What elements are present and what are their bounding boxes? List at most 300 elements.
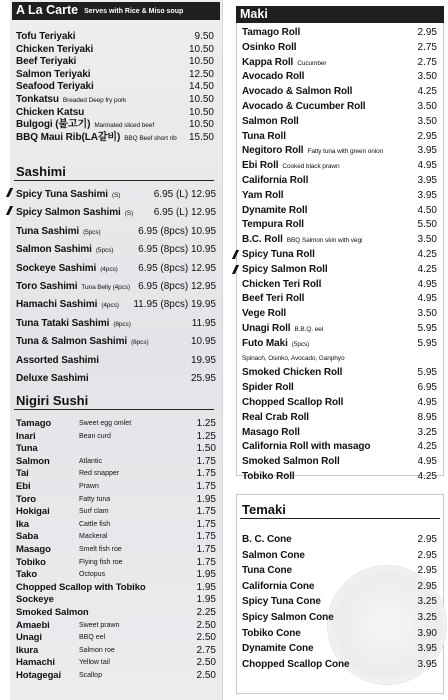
maki-row (238, 263, 443, 278)
sashimi-row (12, 278, 222, 296)
maki-row (238, 307, 443, 322)
maki-row (238, 26, 443, 41)
item-name-text: Dynamite Roll (242, 204, 308, 216)
item-name-text: Hamachi (16, 657, 55, 669)
maki-item-price: 3.50 (417, 308, 437, 320)
spicy-marker-icon (6, 188, 13, 197)
item-name-text: Beef Teri Roll (242, 293, 305, 305)
temaki-item-name (242, 563, 292, 579)
nigiri-item-price: 2.50 (196, 657, 216, 669)
item-name-text: BBQ Maui Rib(LA갈비) (16, 131, 121, 143)
maki-row (238, 411, 443, 426)
item-name-text: Assorted Sashimi (16, 354, 99, 366)
nigiri-row (12, 468, 222, 481)
maki-item-price: 3.95 (417, 145, 437, 157)
maki-item-name (242, 41, 296, 56)
nigiri-item-desc: Bean curd (79, 432, 111, 440)
nigiri-item-price: 1.75 (196, 455, 216, 467)
nigiri-item-desc: Fatty tuna (79, 495, 111, 503)
temaki-item-price: 3.95 (417, 658, 437, 670)
nigiri-item-price: 1.75 (196, 543, 216, 555)
maki-item-price: 2.95 (417, 130, 437, 142)
maki-item-price: 3.25 (417, 426, 437, 438)
sashimi-item-desc: (4pcs) (101, 302, 119, 310)
nigiri-row (12, 544, 222, 557)
temaki-item-price: 2.95 (417, 549, 437, 561)
maki-item-name (242, 470, 295, 485)
maki-item-name (242, 426, 300, 441)
maki-item-name (242, 144, 383, 160)
nigiri-row (12, 506, 222, 519)
sashimi-item-price: 6.95 (L) 12.95 (153, 189, 216, 200)
item-name-text: Avocado Roll (242, 71, 305, 83)
nigiri-list (12, 418, 222, 682)
nigiri-item-price: 1.75 (196, 531, 216, 543)
maki-row (238, 381, 443, 396)
nigiri-item-price: 1.75 (196, 556, 216, 568)
item-name-text: Amaebi (16, 619, 50, 631)
maki-item-name (242, 85, 352, 100)
item-name-text: Deluxe Sashimi (16, 372, 89, 384)
a_la_carte-item-name (16, 132, 177, 146)
temaki-item-price: 3.25 (417, 611, 437, 623)
maki-item-price: 5.95 (417, 337, 437, 349)
item-name-text: Chopped Scallop with Tobiko (16, 581, 146, 593)
sashimi-item-price: 10.95 (190, 336, 216, 348)
temaki-list (238, 532, 443, 672)
maki-item-name (242, 204, 307, 219)
a_la_carte-item-price: 10.50 (188, 93, 214, 105)
maki-item-desc: (5pcs) (291, 340, 310, 348)
maki-item-name (242, 189, 283, 204)
item-name-text: Tuna Roll (242, 130, 286, 142)
nigiri-item-name (16, 607, 89, 620)
item-name-text: Spinach, Osinko, Avocado, Ganphyo (242, 354, 345, 362)
maki-item-price: 3.50 (417, 71, 437, 83)
temaki-item-name (242, 594, 321, 610)
nigiri-item-desc: BBQ eel (79, 634, 106, 642)
sashimi-item-desc: (S) (111, 192, 121, 199)
maki-row (238, 159, 443, 174)
maki-item-name (242, 218, 304, 233)
item-name-text: Tobiko (16, 556, 46, 568)
nigiri-item-desc: Yellow tail (79, 659, 110, 667)
a_la_carte-row (12, 56, 220, 69)
maki-list (238, 26, 443, 485)
a_la_carte-row (12, 119, 220, 132)
sashimi-item-price: 25.95 (190, 372, 216, 384)
a_la_carte-item-name (16, 44, 93, 57)
sashimi-item-desc: (S) (124, 210, 134, 218)
item-name-text: Ebi Roll (242, 160, 279, 172)
sashimi-item-name (16, 333, 149, 352)
maki-item-name (242, 26, 300, 41)
maki-row (238, 204, 443, 219)
maki-row (238, 218, 443, 233)
nigiri-item-desc: Scallop (79, 671, 102, 679)
item-name-text: Spicy Salmon Sashimi (16, 207, 121, 219)
sashimi-item-name (16, 352, 99, 370)
maki-item-name (242, 352, 344, 367)
sashimi-item-name (16, 296, 119, 315)
maki-row (238, 174, 443, 189)
item-name-text: Tai (16, 468, 29, 480)
sashimi-header: Sashimi (14, 164, 214, 181)
nigiri-row (12, 431, 222, 444)
nigiri-item-name (16, 531, 38, 544)
sashimi-row (12, 370, 222, 388)
nigiri-item-name (16, 582, 146, 595)
sashimi-row (12, 223, 222, 241)
maki-item-name (242, 337, 309, 353)
nigiri-item-price: 1.75 (196, 506, 216, 518)
item-name-text: Avocado & Cucumber Roll (242, 100, 366, 112)
item-name-text: Chopped Scallop Roll (242, 396, 344, 408)
item-name-text: Kappa Roll (242, 56, 294, 68)
nigiri-row (12, 670, 222, 683)
temaki-item-price: 2.95 (417, 534, 437, 545)
maki-row (238, 189, 443, 204)
item-name-text: Sockeye Sashimi (16, 262, 97, 274)
maki-item-name (242, 396, 343, 411)
item-name-text: Tofu Teriyaki (16, 31, 76, 42)
nigiri-item-desc: Smelt fish roe (79, 545, 122, 553)
sashimi-item-desc: (8pcs) (131, 339, 149, 347)
item-name-text: Tuna Sashimi (16, 225, 80, 237)
maki-item-name (242, 322, 323, 338)
item-name-text: Tuna & Salmon Sashimi (16, 336, 128, 348)
sashimi-row (12, 241, 222, 259)
item-name-text: Hamachi Sashimi (16, 299, 98, 311)
nigiri-item-price: 1.95 (196, 569, 216, 581)
maki-item-price: 3.50 (417, 234, 437, 246)
maki-item-price: 4.95 (417, 278, 437, 290)
sashimi-item-name (16, 241, 113, 260)
maki-row (238, 278, 443, 293)
a_la_carte-item-price: 10.50 (188, 43, 214, 55)
item-name-text: B. C. Cone (242, 534, 292, 545)
maki-item-name (242, 56, 326, 72)
maki-row (238, 70, 443, 85)
sashimi-list (12, 186, 222, 388)
sashimi-row (12, 315, 222, 333)
sashimi-item-desc: (5pcs) (95, 247, 114, 255)
a_la_carte-item-name (16, 81, 94, 94)
maki-row (238, 426, 443, 441)
maki-header (236, 6, 444, 23)
a_la_carte-item-name (16, 31, 75, 44)
maki-item-price: 4.25 (417, 248, 437, 260)
a-la-carte-header (12, 2, 220, 20)
item-name-text: Chicken Teriyaki (16, 43, 94, 55)
nigiri-item-name (16, 456, 50, 469)
temaki-item-name (242, 641, 314, 657)
nigiri-row (12, 632, 222, 645)
item-name-text: Dynamite Cone (242, 643, 314, 655)
a_la_carte-item-desc: Breaded Deep fry pork (62, 96, 127, 104)
temaki-item-name (242, 610, 334, 626)
sashimi-row (12, 186, 222, 204)
item-name-text: Spicy Tuna Sashimi (16, 189, 108, 200)
item-name-text: Salmon Sashimi (16, 244, 92, 256)
sashimi-item-desc: (8pcs) (113, 320, 131, 328)
nigiri-item-name (16, 657, 55, 670)
nigiri-row (12, 443, 222, 456)
nigiri-item-desc: Sweet prawn (79, 621, 120, 629)
nigiri-item-name (16, 569, 37, 582)
sashimi-row (12, 296, 222, 314)
sashimi-row (12, 352, 222, 370)
item-name-text: Masago Roll (242, 426, 300, 438)
maki-row (238, 470, 443, 485)
nigiri-item-desc: Cattle fish (79, 520, 111, 528)
maki-row (238, 440, 443, 455)
item-name-text: Spicy Tuna Cone (242, 596, 321, 608)
a_la_carte-item-name (16, 107, 84, 120)
sashimi-item-name (16, 186, 120, 205)
maki-row (238, 130, 443, 145)
temaki-item-name (242, 532, 292, 548)
item-name-text: Hotagegai (16, 669, 62, 681)
maki-row (238, 292, 443, 307)
maki-item-price: 4.95 (417, 456, 437, 468)
maki-item-price: 4.95 (417, 160, 437, 172)
a_la_carte-item-price: 15.50 (188, 131, 214, 143)
nigiri-item-name (16, 418, 51, 431)
temaki-row (238, 563, 443, 579)
item-name-text: Smoked Salmon Roll (242, 456, 340, 468)
maki-item-price: 8.95 (417, 411, 437, 423)
item-name-text: Seafood Teriyaki (16, 81, 94, 93)
maki-item-desc: BBQ Salmon skin with vegi (286, 237, 363, 245)
a_la_carte-item-name (16, 56, 76, 69)
maki-item-name (242, 366, 342, 381)
maki-row (238, 56, 443, 71)
a_la_carte-item-price: 9.50 (194, 31, 214, 42)
sashimi-item-desc: Tuna Belly (4pcs) (81, 283, 131, 291)
item-name-text: Chopped Scallop Cone (242, 658, 350, 670)
item-name-text: California Roll (242, 174, 309, 186)
nigiri-item-price: 1.75 (196, 480, 216, 492)
nigiri-item-desc: Sweet egg omlet (79, 420, 132, 427)
maki-title: Maki (240, 7, 268, 21)
maki-row (238, 366, 443, 381)
nigiri-item-price: 2.75 (196, 644, 216, 656)
maki-row (238, 322, 443, 337)
item-name-text: Masago (16, 543, 51, 555)
temaki-item-price: 3.25 (417, 596, 437, 608)
a_la_carte-row (12, 81, 220, 94)
item-name-text: Sockeye (16, 594, 54, 606)
nigiri-item-name (16, 431, 36, 444)
sashimi-item-desc: (4pcs) (100, 265, 118, 273)
item-name-text: Spicy Tuna Roll (242, 248, 315, 260)
nigiri-row (12, 582, 222, 595)
item-name-text: Salmon Cone (242, 549, 305, 561)
nigiri-item-price: 2.50 (196, 632, 216, 644)
nigiri-item-name (16, 594, 54, 607)
nigiri-item-price: 1.75 (196, 518, 216, 530)
temaki-row (238, 610, 443, 626)
nigiri-item-name (16, 443, 38, 456)
sashimi-item-price: 6.95 (L) 12.95 (153, 207, 216, 219)
sashimi-item-price: 6.95 (8pcs) 12.95 (138, 280, 216, 292)
nigiri-item-price: 1.25 (196, 430, 216, 442)
temaki-row (238, 657, 443, 673)
item-name-text: Tamago (16, 418, 52, 429)
item-name-text: Smoked Chicken Roll (242, 367, 343, 379)
nigiri-row (12, 481, 222, 494)
nigiri-row (12, 607, 222, 620)
item-name-text: Tonkatsu (16, 93, 59, 105)
maki-item-desc: Cooked black prawn (282, 163, 340, 171)
a_la_carte-item-desc: BBQ Beef short rib (124, 134, 177, 142)
sashimi-item-name (16, 260, 118, 279)
nigiri-row (12, 418, 222, 431)
nigiri-item-name (16, 632, 42, 645)
a_la_carte-item-price: 10.50 (188, 106, 214, 118)
nigiri-item-name (16, 620, 50, 633)
maki-row (238, 248, 443, 263)
item-name-text: Unagi (16, 632, 42, 644)
nigiri-row (12, 620, 222, 633)
nigiri-item-desc: Prawn (79, 482, 99, 490)
item-name-text: Yam Roll (242, 189, 284, 201)
maki-item-price: 4.25 (417, 441, 437, 453)
item-name-text: Hokigai (16, 506, 50, 518)
a_la_carte-item-name (16, 119, 154, 133)
item-name-text: Avocado & Salmon Roll (242, 86, 353, 98)
temaki-row (238, 532, 443, 548)
nigiri-item-price: 2.50 (196, 669, 216, 681)
nigiri-item-desc: Surf clam (79, 508, 109, 516)
temaki-row (238, 594, 443, 610)
maki-item-name (242, 115, 299, 130)
temaki-item-name (242, 579, 314, 595)
item-name-text: California Cone (242, 580, 315, 592)
maki-item-price: 4.95 (417, 293, 437, 305)
sashimi-item-name (16, 204, 133, 223)
a_la_carte-item-price: 10.50 (188, 56, 214, 68)
a_la_carte-item-price: 14.50 (188, 81, 214, 93)
maki-item-name (242, 411, 309, 426)
nigiri-item-price: 1.75 (196, 468, 216, 480)
item-name-text: Tako (16, 569, 38, 581)
maki-item-name (242, 440, 370, 455)
sashimi-item-name (16, 278, 130, 297)
item-name-text: B.C. Roll (242, 234, 283, 246)
sashimi-item-name (16, 370, 89, 388)
maki-item-price: 4.95 (417, 396, 437, 408)
nigiri-item-price: 1.50 (196, 443, 216, 455)
item-name-text: Tempura Roll (242, 219, 304, 231)
maki-item-name (242, 159, 340, 175)
maki-item-name (242, 233, 362, 249)
item-name-text: Unagi Roll (242, 322, 291, 334)
nigiri-item-name (16, 506, 50, 519)
a_la_carte-item-price: 10.50 (188, 119, 214, 131)
temaki-item-name (242, 657, 349, 673)
nigiri-item-price: 1.25 (196, 418, 216, 429)
nigiri-row (12, 645, 222, 658)
maki-item-price: 4.50 (417, 204, 437, 216)
sashimi-item-price: 6.95 (8pcs) 12.95 (138, 262, 216, 274)
item-name-text: Negitoro Roll (242, 145, 304, 157)
item-name-text: Tobiko Roll (242, 470, 295, 482)
temaki-item-name (242, 548, 305, 564)
a_la_carte-item-price: 12.50 (188, 68, 214, 80)
item-name-text: Ika (16, 518, 29, 530)
maki-item-name (242, 174, 308, 189)
item-name-text: Tuna Cone (242, 565, 293, 577)
temaki-item-price: 3.90 (417, 627, 437, 639)
temaki-row (238, 626, 443, 642)
nigiri-item-name (16, 481, 30, 494)
nigiri-item-name (16, 670, 61, 683)
maki-item-price: 4.25 (417, 470, 437, 482)
maki-item-name (242, 455, 340, 470)
temaki-header: Temaki (240, 502, 440, 519)
nigiri-header: Nigiri Sushi (14, 393, 214, 410)
item-name-text: Salmon (16, 455, 50, 467)
temaki-row (238, 579, 443, 595)
maki-item-name (242, 292, 304, 307)
item-name-text: Ikura (16, 644, 39, 656)
a_la_carte-row (12, 31, 220, 44)
temaki-item-price: 3.95 (417, 643, 437, 655)
maki-item-price: 5.95 (417, 322, 437, 334)
maki-row (238, 115, 443, 130)
maki-item-price: 3.95 (417, 174, 437, 186)
sashimi-item-price: 11.95 (8pcs) 19.95 (133, 299, 216, 311)
maki-row (238, 41, 443, 56)
maki-item-price: 2.75 (417, 56, 437, 68)
maki-item-desc: Fatty tuna with green onion (307, 148, 384, 156)
nigiri-row (12, 657, 222, 670)
item-name-text: Tamago Roll (242, 27, 301, 38)
maki-item-name (242, 307, 286, 322)
nigiri-row (12, 519, 222, 532)
a_la_carte-row (12, 44, 220, 57)
nigiri-item-desc: Atlantic (79, 457, 102, 465)
nigiri-item-desc: Red snapper (79, 470, 120, 478)
nigiri-item-desc: Octopus (79, 571, 106, 579)
maki-row (238, 455, 443, 470)
maki-item-price: 3.50 (417, 100, 437, 112)
nigiri-item-desc: Salmon roe (79, 646, 115, 654)
item-name-text: Vege Roll (242, 308, 287, 320)
nigiri-item-desc: Flying fish roe (79, 558, 123, 566)
item-name-text: Beef Teriyaki (16, 56, 77, 68)
item-name-text: Tuna Tataki Sashimi (16, 317, 110, 329)
maki-row (238, 233, 443, 248)
item-name-text: Smoked Salmon (16, 606, 89, 618)
item-name-text: Ebi (16, 480, 31, 492)
a_la_carte-row (12, 69, 220, 82)
item-name-text: Toro (16, 493, 37, 505)
a-la-carte-list (12, 31, 220, 144)
a_la_carte-row (12, 94, 220, 107)
maki-item-price: 3.95 (417, 189, 437, 201)
maki-item-price: 5.95 (417, 367, 437, 379)
maki-item-name (242, 278, 321, 293)
maki-item-name (242, 381, 294, 396)
sashimi-row (12, 260, 222, 278)
nigiri-item-price: 1.95 (196, 581, 216, 593)
item-name-text: Bulgogi (불고기) (16, 119, 91, 131)
item-name-text: Salmon Roll (242, 115, 299, 127)
spicy-marker-icon (232, 250, 239, 259)
